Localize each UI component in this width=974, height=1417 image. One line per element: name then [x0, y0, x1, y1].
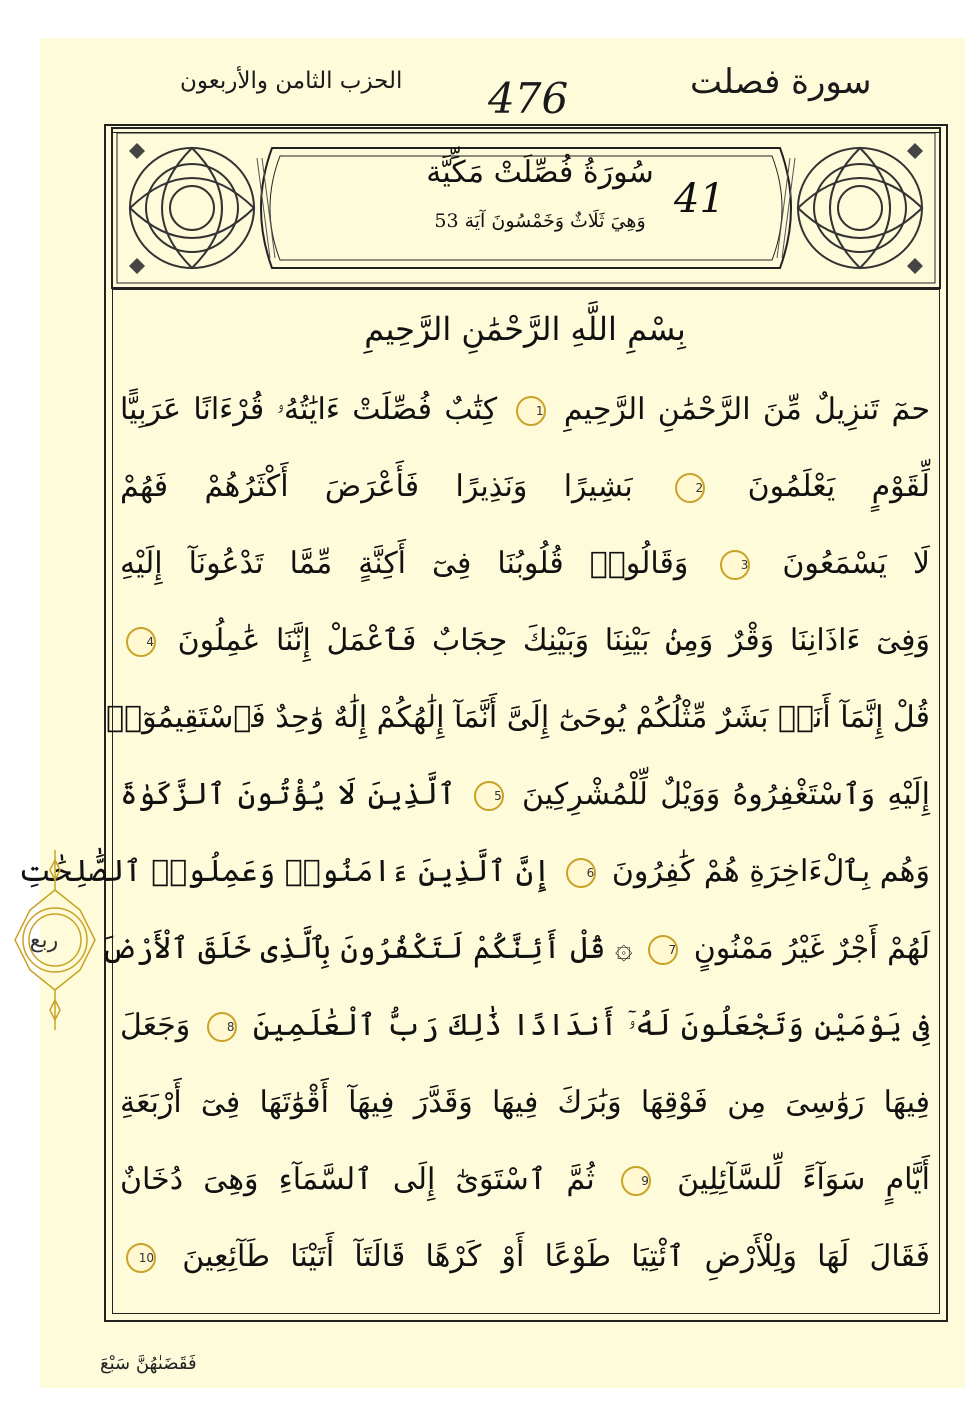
basmala: بِسْمِ اللَّهِ الرَّحْمَٰنِ الرَّحِيمِ: [364, 310, 686, 348]
ayah-marker: 3: [720, 550, 750, 580]
text-line-2: لِّقَوْمٍ يَعْلَمُونَ 2 بَشِيرًا وَنَذِيرًا فَأَعْرَضَ أَكْثَرُهُمْ فَهُمْ: [120, 469, 930, 504]
text-line-4: وَفِىٓ ءَاذَانِنَا وَقْرٌ وَمِنۢ بَيْنِنَا وَبَيْنِكَ حِجَابٌ فَٱعْمَلْ إِنَّنَا عَٰمِلُونَ 4: [120, 611, 930, 688]
text-line-6: إِلَيْهِ وَٱسْتَغْفِرُوهُ وَوَيْلٌ لِّلْمُشْرِكِينَ 5 ٱلَّذِينَ لَا يُؤْتُونَ ٱلزَّكَوٰةَ: [120, 777, 930, 812]
page-number: 476: [488, 74, 569, 123]
rub-mark: ربع: [29, 928, 59, 953]
verse-block: [18, 380, 930, 1304]
ayah-marker: 8: [207, 1012, 237, 1042]
surah-number: 41: [674, 176, 725, 222]
text-line-9: فِى يَوْمَيْنِ وَتَجْعَلُونَ لَهُۥٓ أَندَادًا ذَٰلِكَ رَبُّ ٱلْعَٰلَمِينَ 8 وَجَعَلَ: [120, 1008, 930, 1043]
header-surah-name: سورة فصلت: [690, 62, 872, 102]
ayah-marker: 4: [126, 627, 156, 657]
text-line-10: فِيهَا رَوَٰسِىَ مِن فَوْقِهَا وَبَٰرَكَ فِيهَا وَقَدَّرَ فِيهَآ أَقْوَٰتَهَا فِىٓ أَرْبَعَةِ: [120, 1085, 930, 1120]
text-line-1: حمٓ تَنزِيلٌ مِّنَ الرَّحْمَٰنِ الرَّحِيمِ 1 كِتَٰبٌ فُصِّلَتْ ءَايَٰتُهُۥ قُرْءَانًا عَرَبِيًّا: [120, 392, 930, 427]
ayah-marker: 9: [621, 1166, 651, 1196]
text-line-7: وَهُم بِٱلْءَاخِرَةِ هُمْ كَٰفِرُونَ 6 إِنَّ ٱلَّذِينَ ءَامَنُوا۟ وَعَمِلُوا۟ ٱلصَّٰلِحَٰتِ: [18, 854, 930, 889]
surah-banner: [112, 128, 940, 290]
header-hizb: الحزب الثامن والأربعون: [180, 68, 403, 94]
banner-ornament: [112, 128, 940, 288]
ayah-marker: 10: [126, 1243, 156, 1273]
footer-catchword: فَقَضَىٰهُنَّ سَبْعَ: [100, 1353, 197, 1374]
text-line-8: لَهُمْ أَجْرٌ غَيْرُ مَمْنُونٍ 7 ۞ قُلْ أَئِنَّكُمْ لَتَكْفُرُونَ بِٱلَّذِى خَلَقَ ٱلْأَرْضَ: [100, 931, 930, 966]
ayah-marker: 5: [474, 781, 504, 811]
text-line-12: فَقَالَ لَهَا وَلِلْأَرْضِ ٱئْتِيَا طَوْعًا أَوْ كَرْهًا قَالَتَآ أَتَيْنَا طَآئِعِينَ 10: [120, 1227, 930, 1304]
surah-subtitle: وَهِيَ ثَلَاثٌ وَخَمْسُونَ آيَة 53: [434, 210, 646, 232]
surah-title: سُورَةُ فُصِّلَتْ مَكِّيَّة: [426, 155, 654, 190]
text-line-5: قُلْ إِنَّمَآ أَنَا۠ بَشَرٌ مِّثْلُكُمْ يُوحَىٰٓ إِلَىَّ أَنَّمَآ إِلَٰهُكُمْ إِلَٰهٌ وَٰحِدٌ فَٱسْتَقِيمُوٓا۟: [106, 700, 930, 735]
ayah-marker: 6: [566, 858, 596, 888]
ayah-marker: 2: [675, 473, 705, 503]
ayah-marker: 1: [516, 396, 546, 426]
text-line-3: لَا يَسْمَعُونَ 3 وَقَالُوا۟ قُلُوبُنَا فِىٓ أَكِنَّةٍ مِّمَّا تَدْعُونَآ إِلَيْهِ: [120, 546, 930, 581]
text-line-11: أَيَّامٍ سَوَآءً لِّلسَّآئِلِينَ 9 ثُمَّ ٱسْتَوَىٰٓ إِلَى ٱلسَّمَآءِ وَهِىَ دُخَانٌ: [120, 1162, 930, 1197]
ayah-marker: 7: [648, 935, 678, 965]
